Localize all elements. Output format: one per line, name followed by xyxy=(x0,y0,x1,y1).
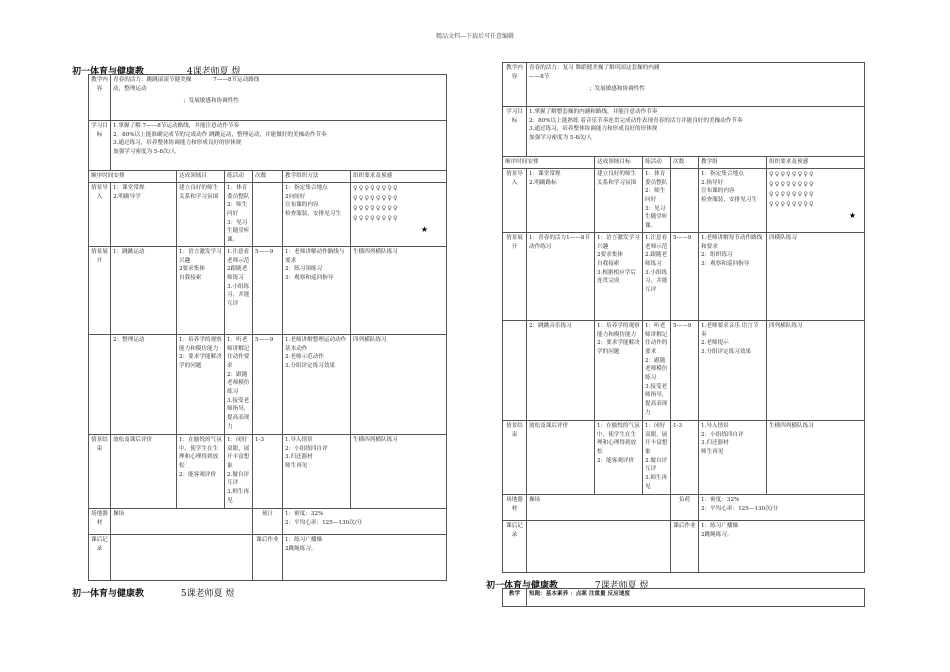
table-row xyxy=(89,435,447,509)
left-venue: 操场 xyxy=(111,509,253,535)
row-times: 5——9 xyxy=(671,233,699,321)
right-content-cell xyxy=(527,63,865,107)
left-content-line1: 青春的活力：跳跳滚滚节健美操 xyxy=(113,77,192,83)
right-col-header-1: 达成领域目标 xyxy=(595,157,643,169)
teacher-star-icon: ★ xyxy=(420,224,429,234)
right-goals-label: 学习目标 xyxy=(503,107,527,157)
row-label xyxy=(89,335,111,435)
row-organization: 1.老师要求音乐 语言节奏 2.老师提示 3.分组评定练习效果 xyxy=(699,321,767,421)
right-after-label: 课后记录 xyxy=(503,521,527,573)
row-activity: 1.注意看老师示范 2跟随老师练习 3.小组练习，并能互评 xyxy=(225,247,253,335)
row-label: 情景导入 xyxy=(503,169,527,233)
left-col-header-1: 达成领域目 xyxy=(177,171,225,183)
left-content-line3: 动，整理运动 xyxy=(113,85,147,92)
row-content: 1：课堂常规 2.明确路标 xyxy=(527,169,595,233)
row-content: 2：跳跳音乐练习 xyxy=(527,321,595,421)
row-figure: 生横四列横队练习 xyxy=(351,435,447,509)
left-content-line4: ；发展敏感和协调性性 xyxy=(183,98,239,105)
row-content: 放松及课后评价 xyxy=(111,435,177,509)
right-col-header-2: 练活动 xyxy=(643,157,671,169)
table-row xyxy=(503,233,865,321)
row-goal: 1：培养学的观察能力和模仿能力 2：要求学能解决学的问题 xyxy=(177,335,225,435)
row-activity: 1：听老师讲解记住动作的要求 2：跟随老师模仿练习 3.接受老师指导，提高表现力 xyxy=(643,321,671,421)
right-next-label: 教学 xyxy=(503,589,527,607)
left-estimate-label: 预计 xyxy=(253,509,283,535)
right-estimate-label: 负荷 xyxy=(671,495,699,521)
row-times: 1-3 xyxy=(671,421,699,495)
row-figure: 四列横队练习 xyxy=(767,321,865,421)
row-activity: 1：体育委员整队 2：师生问好 3：见习生随堂听课。 xyxy=(643,169,671,233)
left-col-header-0: 顺序时间安排 xyxy=(89,171,177,183)
row-label: 情景展开 xyxy=(89,247,111,335)
row-content: 2：整理运动 xyxy=(111,335,177,435)
row-label xyxy=(503,321,527,421)
row-goal: 1：语言激发学习兴趣 2要求集体 自我接索 xyxy=(177,247,225,335)
right-col-header-0: 顺序时间安排 xyxy=(503,157,595,169)
row-figure: 生横四列横队练习 xyxy=(351,247,447,335)
table-row xyxy=(503,169,865,233)
right-objectives-label: 教学内容 xyxy=(503,63,527,107)
right-venue-label: 场地器材 xyxy=(503,495,527,521)
right-goals: 1.掌握了解整套操的内涵和路线，并能注意动作节奏 2：80%以上能熟练 着音乐节奏连贯完成动作表现青春的活力并能良好的美操动作节奏 3.通过练习，培养整体协调能力和形成良好的形体规 加强学习密度为 5-8次/人 xyxy=(527,107,865,157)
right-estimate: 1：密度：32% 2：平均心率：125—130次/分 xyxy=(699,495,865,521)
row-activity: 1：闭好双眼，展开丰富想象 2.做自评互评 3.师生再见 xyxy=(643,421,671,495)
right-next-title-lesson: 7课老师夏 煜 xyxy=(594,581,649,591)
formation-figure: ♀♀♀♀♀♀♀♀ ♀♀♀♀♀♀♀♀ ♀♀♀♀♀♀♀♀ ♀♀♀♀♀♀♀♀ xyxy=(769,171,815,208)
left-next-title-main: 初一体育与健康教 xyxy=(72,589,145,599)
left-homework: 1：练习广播操 2跳绳练习。 xyxy=(283,535,447,581)
left-goals-label: 学习目标 xyxy=(89,121,111,171)
left-col-header-3: 次数 xyxy=(253,171,283,183)
left-next-title xyxy=(72,586,234,599)
row-label: 情景展开 xyxy=(503,233,527,321)
left-title-main: 初一体育与健康教 xyxy=(72,67,145,77)
left-venue-label: 场地器材 xyxy=(89,509,111,535)
right-col-header-5: 组织要求及预感 xyxy=(767,157,865,169)
table-row xyxy=(89,247,447,335)
right-after-notes xyxy=(527,521,671,573)
right-col-header-4: 教学组 xyxy=(699,157,767,169)
row-goal: 1：语言激发学习兴趣 2要求集体 自我接索 3.根据相应学后连贯完成 xyxy=(595,233,643,321)
row-figure xyxy=(351,183,447,247)
row-times xyxy=(253,183,283,247)
table-row xyxy=(89,183,447,247)
row-content: 1：课堂常规 2.明确导学 xyxy=(111,183,177,247)
row-content: 1：青春的活力1——8节动作练习 xyxy=(527,233,595,321)
row-activity: 1：听老师讲解记住动作要求 2：跟随老师模仿练习 3.接受老师指导，提高表现力 xyxy=(225,335,253,435)
row-organization: 1：指定集合地点 2.指导好 宣布课的内容 检查服装，安排见习生 xyxy=(699,169,767,233)
row-label: 情景结束 xyxy=(503,421,527,495)
left-goals: 1.掌握了解 7——8节运动路线，并能注意动作节奏 2。80%以上能准确完成节的完成动作 跳跳运动，整理运动，并能做好的美操动作节奏 3.通过练习，培养整体协调能力和形成良好的形体规 加强学习密度为 5-8次/人 xyxy=(111,121,447,171)
row-activity: 1：闭好双眼，展开丰富想象 2.做自评互评 3.师生再见 xyxy=(225,435,253,509)
left-objectives-label: 教学内容 xyxy=(89,75,111,121)
left-after-label: 课后记录 xyxy=(89,535,111,581)
right-next-table xyxy=(502,588,865,607)
row-figure: 四列横队练习 xyxy=(351,335,447,435)
row-times: 1-3 xyxy=(253,435,283,509)
row-organization: 1.导入情景 2：小组练四自评 3.归还器材 师生再见 xyxy=(283,435,351,509)
row-goal: 1：培养学的观察能力和模仿能力 2：要求学能解决学的问题 xyxy=(595,321,643,421)
row-organization: 1：老师讲解动作路线与要求 2：练习领练习 3：观察和巡回指导 xyxy=(283,247,351,335)
left-title-lesson: 4课老师夏 煜 xyxy=(186,67,241,77)
left-col-header-2: 练活动 xyxy=(225,171,253,183)
left-content-cell xyxy=(111,75,447,121)
left-content-line2: 7——8节运动路线 xyxy=(213,77,260,83)
row-times: 5——9 xyxy=(253,247,283,335)
right-homework: 1：练习广播操 2跳绳练习。 xyxy=(699,521,865,573)
row-times: 5——9 xyxy=(253,335,283,435)
row-activity: 1：体育委员整队 2：师生问好 3：见习生随堂听课。 xyxy=(225,183,253,247)
table-row xyxy=(503,421,865,495)
row-times: 5——9 xyxy=(671,321,699,421)
right-venue: 操场 xyxy=(527,495,671,521)
left-lesson-table xyxy=(88,74,447,581)
table-row xyxy=(503,321,865,421)
left-next-title-lesson: 5课老师夏 煜 xyxy=(180,589,235,599)
row-organization: 1：指定集合地点 2向间好 宣布课的内容 检查服装，安排见习生 xyxy=(283,183,351,247)
left-after-notes xyxy=(111,535,253,581)
row-content: 放松及课后评价 xyxy=(527,421,595,495)
row-figure xyxy=(767,169,865,233)
table-row xyxy=(89,335,447,435)
row-figure: 生横四列横队练习 xyxy=(767,421,865,495)
left-col-header-4: 教学组织方法 xyxy=(283,171,351,183)
row-goal: 1：在愉悦的气氛中，使学生在生理和心理得到放松 2：能客观评价 xyxy=(177,435,225,509)
right-content-line1: 青春的活力：复习 舞蹈健美操了解巩固这套操的内涵 xyxy=(529,65,660,71)
right-lesson-table xyxy=(502,62,865,573)
row-times xyxy=(671,169,699,233)
right-homework-label: 课后作业 xyxy=(671,521,699,573)
row-label: 情景结束 xyxy=(89,435,111,509)
row-goal: 建立良好的师生关系和学习氛围 xyxy=(177,183,225,247)
row-activity: 1.注意看老师示范 2.跟随老师练习 3.小组练习，并能互评 xyxy=(643,233,671,321)
row-figure: 四横队练习 xyxy=(767,233,865,321)
left-estimate: 1：密度：32% 2：平均心率：125—130次/分 xyxy=(283,509,447,535)
right-next-title-main: 初一体育与健康教 xyxy=(486,581,559,591)
row-content: 1：跳跳运动 xyxy=(111,247,177,335)
page-header: 精品文档---下载后可任意编辑 xyxy=(435,33,515,40)
teacher-star-icon: ★ xyxy=(848,210,857,220)
row-goal: 建立良好的师生关系和学习氛围 xyxy=(595,169,643,233)
right-next-content: 短跑：基本素养 ：点案 注重量 反应速度 xyxy=(527,589,865,607)
row-organization: 1.导入情景 2：小组练四自评 3.归还器材 师生再见 xyxy=(699,421,767,495)
right-content-line2: ——8节 xyxy=(529,73,550,80)
row-organization: 1.老师讲解每节动作路线和要求 2：组织练习 3：观察和巡回指导 xyxy=(699,233,767,321)
row-label: 情景导入 xyxy=(89,183,111,247)
formation-figure: ♀♀♀♀♀♀♀♀ ♀♀♀♀♀♀♀♀ ♀♀♀♀♀♀♀♀ ♀♀♀♀♀♀♀♀ xyxy=(353,185,399,222)
right-content-line3: ；发展敏感和协调性性 xyxy=(589,86,645,93)
row-organization: 1.老师讲解整理运动动作基本动作 2.老师示范动作 3.分组评定练习效果 xyxy=(283,335,351,435)
row-goal: 1：在愉悦的气氛中，使学生在生理和心理得到放松 2：能客观评价 xyxy=(595,421,643,495)
left-col-header-5: 组织要求及预感 xyxy=(351,171,447,183)
left-homework-label: 课后作业 xyxy=(253,535,283,581)
right-col-header-3: 次数 xyxy=(671,157,699,169)
